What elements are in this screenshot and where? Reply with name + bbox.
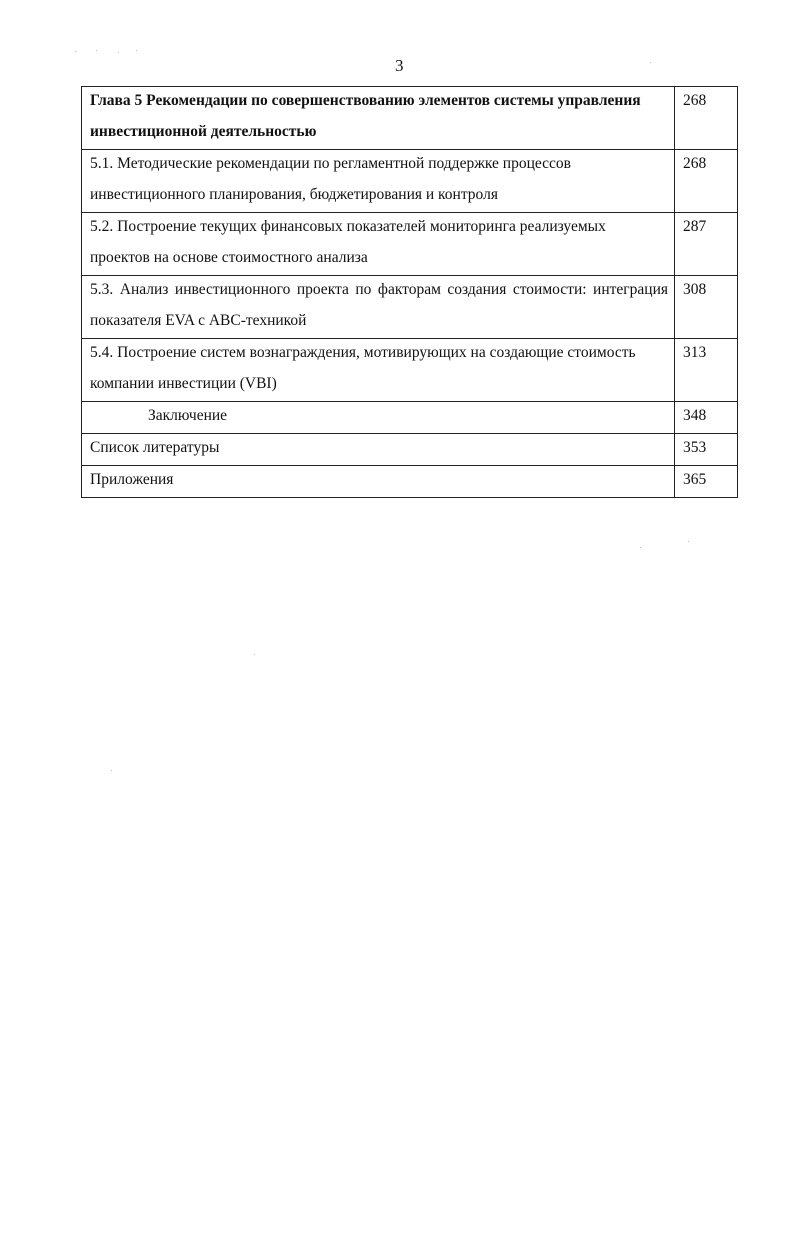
toc-title-cell	[82, 276, 675, 339]
toc-title-cell	[82, 402, 675, 434]
toc-row-section-5-4	[82, 339, 738, 402]
scan-speck	[650, 62, 651, 63]
toc-row-section-5-1	[82, 150, 738, 213]
scan-speck	[111, 770, 112, 771]
toc-page-cell	[675, 213, 738, 276]
toc-entry-title: 5.3. Анализ инвестиционного проекта по факторам создания стоимости: интеграция показателя EVA с ABC-техникой	[90, 281, 668, 329]
toc-entry-page: 348	[683, 407, 707, 424]
toc-entry-title: 5.1. Методические рекомендации по регламентной поддержке процессов инвестиционного планирования, бюджетирования и контроля	[90, 155, 571, 203]
scan-speck	[75, 51, 76, 52]
toc-title-cell	[82, 213, 675, 276]
toc-entry-page: 308	[683, 281, 707, 298]
toc-entry-title: Список литературы	[90, 439, 220, 456]
toc-title-cell	[82, 87, 675, 150]
scan-speck	[688, 541, 689, 542]
toc-page-cell	[675, 402, 738, 434]
toc-title-cell	[82, 339, 675, 402]
scan-speck	[118, 52, 119, 53]
scan-speck	[254, 654, 255, 655]
page-number: 3	[395, 56, 404, 75]
toc-title-cell	[82, 150, 675, 213]
toc-entry-title: Заключение	[148, 407, 228, 424]
toc-title-cell	[82, 434, 675, 466]
scan-speck	[96, 50, 97, 51]
scan-speck	[640, 547, 641, 548]
table-of-contents	[81, 86, 738, 498]
toc-page-cell	[675, 150, 738, 213]
toc-entry-page: 268	[683, 92, 707, 109]
toc-entry-page: 313	[683, 344, 707, 361]
toc-entry-page: 268	[683, 155, 707, 172]
toc-entry-title: Глава 5 Рекомендации по совершенствованию элементов системы управления инвестиционной деятельностью	[90, 92, 641, 140]
toc-entry-title: Приложения	[90, 471, 174, 488]
toc-page-cell	[675, 276, 738, 339]
toc-row-chapter-5	[82, 87, 738, 150]
toc-page-cell	[675, 466, 738, 498]
toc-page-cell	[675, 434, 738, 466]
toc-entry-page: 287	[683, 218, 707, 235]
toc-entry-title: 5.2. Построение текущих финансовых показателей мониторинга реализуемых проектов на основе стоимостного анализа	[90, 218, 606, 266]
toc-entry-page: 365	[683, 471, 707, 488]
toc-row-conclusion	[82, 402, 738, 434]
toc-page-cell	[675, 87, 738, 150]
toc-row-bibliography	[82, 434, 738, 466]
toc-row-section-5-3	[82, 276, 738, 339]
toc-row-section-5-2	[82, 213, 738, 276]
toc-entry-title: 5.4. Построение систем вознаграждения, мотивирующих на создающие стоимость компании инвестиции (VBI)	[90, 344, 636, 392]
toc-page-cell	[675, 339, 738, 402]
toc-title-cell	[82, 466, 675, 498]
toc-entry-page: 353	[683, 439, 707, 456]
scan-speck	[136, 50, 137, 51]
toc-row-appendices	[82, 466, 738, 498]
